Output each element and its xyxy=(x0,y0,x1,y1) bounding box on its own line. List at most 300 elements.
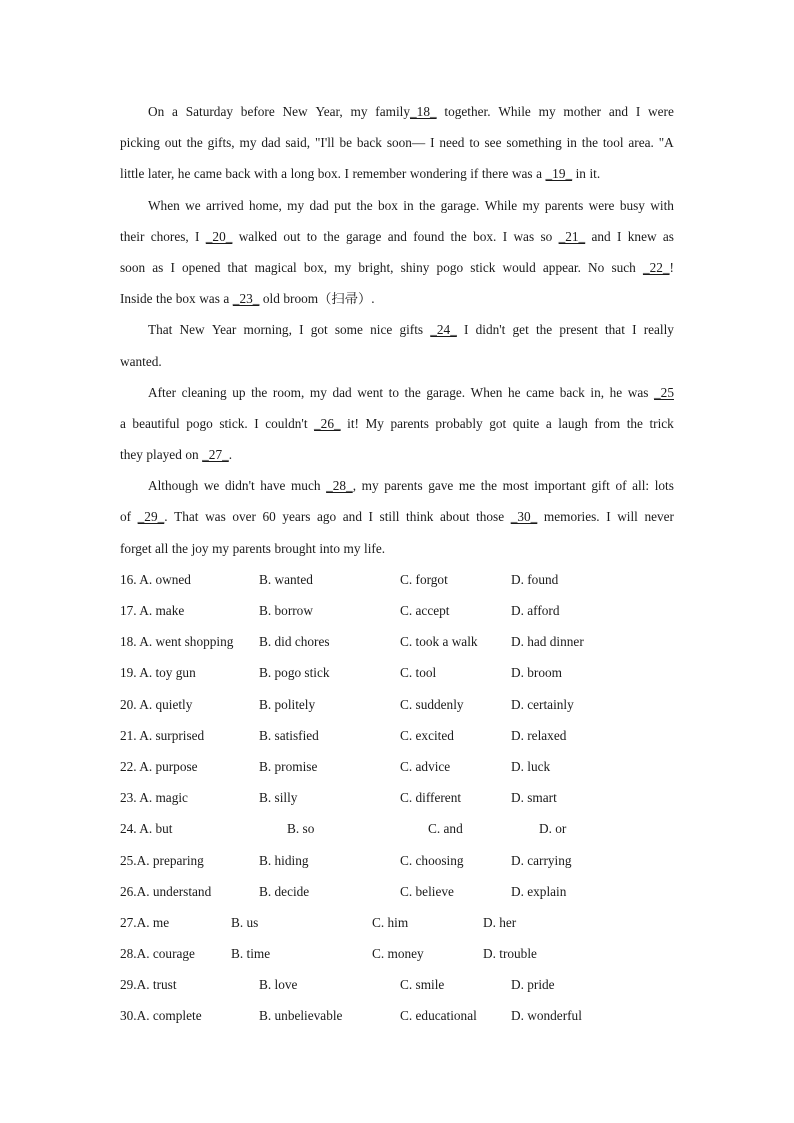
word: out xyxy=(283,228,301,244)
blank-28: _28_ xyxy=(326,478,353,494)
word: room, xyxy=(272,384,305,400)
word: I xyxy=(344,166,349,182)
word: were xyxy=(588,197,615,213)
word: came xyxy=(193,166,222,182)
word: my xyxy=(350,104,368,119)
word: While xyxy=(484,197,518,213)
cloze-passage xyxy=(120,96,674,564)
word: there xyxy=(481,166,509,182)
question-row xyxy=(120,751,674,782)
option-d: D. trouble xyxy=(483,946,537,962)
word: While xyxy=(498,104,531,119)
option-d: D. broom xyxy=(511,665,562,681)
passage-line xyxy=(120,439,674,470)
option-b: B. wanted xyxy=(259,571,313,587)
word: my xyxy=(309,384,327,400)
option-b: B. hiding xyxy=(259,852,309,868)
option-b: B. love xyxy=(259,977,298,993)
word: broom（扫帚）. xyxy=(283,291,375,307)
word: home, xyxy=(248,197,282,213)
question-row xyxy=(120,720,674,751)
option-c: C. excited xyxy=(400,727,454,743)
word: important xyxy=(534,478,586,494)
word: my xyxy=(239,135,257,151)
word: area. xyxy=(628,135,654,151)
word: 60 xyxy=(262,509,276,525)
blank-22: _22_ xyxy=(642,259,670,275)
word: to xyxy=(469,135,480,151)
option-a: 20. A. quietly xyxy=(120,696,193,712)
word: need xyxy=(439,135,465,151)
option-a: 16. A. owned xyxy=(120,571,191,587)
word: picking xyxy=(120,135,160,151)
word: from xyxy=(594,415,621,431)
word: appear. xyxy=(542,259,581,275)
word: morning, xyxy=(243,322,292,338)
word: a xyxy=(120,415,126,431)
option-d: D. luck xyxy=(511,758,551,774)
word: I xyxy=(170,259,175,275)
word: _22_! xyxy=(642,259,674,275)
word: quite xyxy=(512,415,540,431)
word: as xyxy=(662,228,674,244)
word: Inside xyxy=(120,291,153,307)
word: later, xyxy=(147,166,175,182)
option-a: 24. A. but xyxy=(120,821,173,837)
word: Year, xyxy=(315,104,343,119)
word: the xyxy=(156,291,173,307)
word: couldn't xyxy=(265,415,308,431)
word: busy xyxy=(619,197,645,213)
word: my xyxy=(538,104,556,119)
option-b: B. so xyxy=(287,821,315,837)
word: of xyxy=(120,509,132,525)
word: were xyxy=(648,104,674,119)
word: New xyxy=(179,322,205,338)
option-c: C. took a walk xyxy=(400,634,478,650)
word: it! xyxy=(347,415,359,431)
option-a: 17. A. make xyxy=(120,603,185,618)
option-d: D. or xyxy=(539,821,567,837)
word: "A xyxy=(658,135,674,151)
option-d: D. relaxed xyxy=(511,727,567,743)
word: I xyxy=(502,228,508,244)
word: Year xyxy=(211,322,237,338)
word: mother xyxy=(563,104,602,119)
word: When xyxy=(148,197,180,213)
word: I xyxy=(430,135,435,151)
word: _27_. xyxy=(202,447,233,463)
word: dad xyxy=(332,384,352,400)
option-b: B. satisfied xyxy=(259,727,319,743)
question-row xyxy=(120,689,674,720)
word: we xyxy=(185,197,201,213)
word: in, xyxy=(590,384,605,400)
word: life. xyxy=(364,540,386,556)
word: in xyxy=(403,197,414,213)
word: still xyxy=(379,509,400,525)
option-d: D. pride xyxy=(511,977,555,993)
word: My xyxy=(365,415,384,431)
word: parents xyxy=(390,415,429,431)
question-row xyxy=(120,626,674,657)
blank-24: _24_ xyxy=(430,322,457,338)
option-c: C. him xyxy=(372,914,409,930)
word: On xyxy=(148,104,165,119)
word: long xyxy=(290,166,315,182)
option-b: B. decide xyxy=(259,883,310,899)
word: box xyxy=(378,197,398,213)
word: in xyxy=(566,135,577,151)
word: I xyxy=(635,104,641,119)
option-a: 21. A. surprised xyxy=(120,727,205,743)
word: was xyxy=(513,228,535,244)
word: chores, xyxy=(150,228,189,244)
question-row xyxy=(120,907,674,938)
word: wondering xyxy=(409,166,467,182)
option-b: B. pogo stick xyxy=(259,665,330,681)
word: the xyxy=(450,228,467,244)
word: _28_, xyxy=(326,478,357,494)
option-c: C. educational xyxy=(400,1008,477,1024)
word: some xyxy=(334,322,363,338)
word: up xyxy=(232,384,246,400)
word: and xyxy=(342,509,362,525)
option-a: 28.A. courage xyxy=(120,946,195,962)
word: the xyxy=(626,415,643,431)
word: I xyxy=(632,322,637,338)
word: I xyxy=(254,415,259,431)
option-c: C. forgot xyxy=(400,571,448,587)
word: have xyxy=(260,478,286,494)
word: parents xyxy=(384,478,423,494)
word: think xyxy=(406,509,434,525)
word: he xyxy=(177,166,191,182)
word: box, xyxy=(303,259,328,275)
word: on xyxy=(185,447,199,463)
word: my xyxy=(212,540,230,556)
word: my xyxy=(287,197,305,213)
blank-20: _20_ xyxy=(205,228,233,244)
word: old xyxy=(262,291,280,307)
word: back xyxy=(559,384,585,400)
word: into xyxy=(319,540,341,556)
word: my xyxy=(334,259,352,275)
word: it. xyxy=(589,166,601,182)
option-c: C. money xyxy=(372,946,424,962)
word: cleaning xyxy=(181,384,227,400)
word: about xyxy=(439,509,470,525)
word: the xyxy=(323,228,340,244)
word: garage. xyxy=(426,384,466,400)
word: my xyxy=(343,540,361,556)
option-b: B. time xyxy=(231,946,271,962)
passage-line xyxy=(120,96,674,127)
word: a xyxy=(172,104,178,119)
word: knew xyxy=(627,228,657,244)
word: so xyxy=(540,228,553,244)
passage-line xyxy=(120,158,674,189)
word: _29_. xyxy=(137,509,168,525)
question-row xyxy=(120,813,674,844)
word: When xyxy=(470,384,503,400)
passage-line xyxy=(120,377,674,408)
word xyxy=(314,408,341,439)
word xyxy=(559,221,586,252)
passage-line xyxy=(120,221,674,252)
word: back xyxy=(356,135,382,151)
option-c: C. suddenly xyxy=(400,696,464,712)
question-row xyxy=(120,845,674,876)
word: gift xyxy=(591,478,610,494)
word: stick. xyxy=(219,415,248,431)
word: After xyxy=(148,384,177,400)
option-a: 18. A. went shopping xyxy=(120,634,234,650)
word: pogo xyxy=(186,415,213,431)
question-row xyxy=(120,595,674,626)
word: together. xyxy=(444,104,491,119)
word: box xyxy=(175,291,196,307)
option-c: C. choosing xyxy=(400,852,464,868)
question-row xyxy=(120,969,674,1000)
word: something xyxy=(506,135,562,151)
word: parents xyxy=(232,540,271,556)
word: beautiful xyxy=(132,415,180,431)
word: That xyxy=(148,322,173,338)
word: my xyxy=(522,197,540,213)
word: the xyxy=(186,135,203,151)
word: and xyxy=(608,104,629,119)
option-a: 22. A. purpose xyxy=(120,758,198,774)
word: much xyxy=(290,478,321,494)
word xyxy=(233,283,260,314)
blank-29: _29_ xyxy=(137,509,165,525)
word: if xyxy=(470,166,479,182)
word: the xyxy=(480,478,498,494)
word: he xyxy=(507,384,521,400)
question-row xyxy=(120,876,674,907)
word: garage xyxy=(345,228,382,244)
word: forget xyxy=(120,540,152,556)
word: I xyxy=(195,228,200,244)
word: garage. xyxy=(440,197,480,213)
word: opened xyxy=(182,259,221,275)
word: probably xyxy=(435,415,483,431)
word: magical xyxy=(254,259,297,275)
word: got xyxy=(310,322,328,338)
word: dad xyxy=(309,197,329,213)
blank-23: _23_ xyxy=(232,291,260,307)
word: I xyxy=(606,509,611,525)
word: Saturday xyxy=(185,104,234,119)
question-row xyxy=(120,564,674,595)
word: me xyxy=(458,478,476,494)
word: bright, xyxy=(358,259,394,275)
word: memories. xyxy=(543,509,600,525)
word: most xyxy=(502,478,529,494)
word: the xyxy=(251,384,268,400)
option-d: D. afford xyxy=(511,603,560,618)
word: arrived xyxy=(205,197,244,213)
option-c: C. accept xyxy=(400,603,450,618)
passage-line xyxy=(120,408,674,439)
word: all: xyxy=(632,478,650,494)
option-c: C. different xyxy=(400,790,462,806)
word: a xyxy=(536,166,543,182)
word: as xyxy=(152,259,164,275)
option-d: D. certainly xyxy=(511,696,574,712)
word: the xyxy=(171,540,189,556)
word: came xyxy=(526,384,555,400)
word: really xyxy=(643,322,674,338)
word: never xyxy=(644,509,674,525)
word: box. xyxy=(317,166,341,182)
option-b: B. promise xyxy=(259,758,318,774)
passage-line xyxy=(120,127,674,158)
word: went xyxy=(357,384,384,400)
word: out xyxy=(164,135,182,151)
word: didn't xyxy=(224,478,255,494)
word: laugh xyxy=(558,415,588,431)
word xyxy=(206,221,233,252)
option-a: 19. A. toy gun xyxy=(120,665,196,681)
word: ago xyxy=(317,509,337,525)
option-d: D. found xyxy=(511,571,559,587)
word: little xyxy=(120,166,145,182)
word: of xyxy=(615,478,627,494)
blank-26: _26_ xyxy=(314,415,341,431)
word xyxy=(430,314,457,345)
option-a: 30.A. complete xyxy=(120,1008,202,1024)
word: to xyxy=(306,228,318,244)
word: the xyxy=(356,197,373,213)
word: was xyxy=(205,509,226,525)
word: Although xyxy=(148,478,199,494)
option-a: 27.A. me xyxy=(120,914,170,930)
word: that xyxy=(604,322,625,338)
word: the xyxy=(418,197,436,213)
word: present xyxy=(559,322,598,338)
option-b: B. borrow xyxy=(259,603,313,618)
word: all xyxy=(155,540,169,556)
question-row xyxy=(120,657,674,688)
word: was xyxy=(627,384,649,400)
word: "I'll xyxy=(314,135,335,151)
word: and xyxy=(591,228,611,244)
passage-line xyxy=(120,314,674,345)
word: got xyxy=(489,415,507,431)
word: was xyxy=(199,291,220,307)
worksheet-page xyxy=(120,96,674,1032)
option-a: 25.A. preparing xyxy=(120,852,204,868)
question-row xyxy=(120,938,674,969)
word: tool xyxy=(602,135,624,151)
option-d: D. had dinner xyxy=(511,634,584,650)
word: I xyxy=(368,509,373,525)
word: parents xyxy=(544,197,584,213)
word: gifts, xyxy=(207,135,235,151)
option-b: B. silly xyxy=(259,790,298,806)
word: brought xyxy=(274,540,316,556)
blank-25: _25 xyxy=(654,384,674,400)
word: shiny xyxy=(400,259,430,275)
word: be xyxy=(339,135,353,151)
word: stick xyxy=(470,259,496,275)
word: played xyxy=(146,447,182,463)
word: trick xyxy=(649,415,674,431)
word: such xyxy=(611,259,636,275)
blank-30: _30_ xyxy=(510,509,538,525)
word: said, xyxy=(285,135,311,151)
answer-options xyxy=(120,564,674,1032)
word: the xyxy=(581,135,599,151)
word: back xyxy=(225,166,251,182)
blank-21: _21_ xyxy=(558,228,586,244)
question-row xyxy=(120,1000,674,1031)
word: soon— xyxy=(386,135,426,151)
word: That xyxy=(174,509,199,525)
option-a: 29.A. trust xyxy=(120,977,177,993)
option-a: 23. A. magic xyxy=(120,790,188,806)
word: wanted. xyxy=(120,353,162,369)
option-d: D. smart xyxy=(511,790,557,806)
option-c: C. believe xyxy=(400,883,454,899)
option-b: B. did chores xyxy=(259,634,330,650)
option-d: D. her xyxy=(483,914,517,930)
word: with xyxy=(650,197,674,213)
word: he xyxy=(609,384,623,400)
passage-line xyxy=(120,470,674,501)
option-d: D. carrying xyxy=(511,852,572,868)
word: put xyxy=(334,197,352,213)
word: over xyxy=(232,509,256,525)
option-c: C. advice xyxy=(400,758,451,774)
word: with xyxy=(254,166,278,182)
word: in xyxy=(575,166,586,182)
blank-18: _18_ xyxy=(410,104,437,119)
option-c: C. and xyxy=(428,821,463,837)
word: New xyxy=(282,104,308,119)
word: will xyxy=(617,509,638,525)
word: box. xyxy=(473,228,497,244)
option-b: B. politely xyxy=(259,696,316,712)
passage-line xyxy=(120,190,674,221)
word: years xyxy=(282,509,311,525)
word: that xyxy=(227,259,248,275)
question-row xyxy=(120,782,674,813)
word: was xyxy=(511,166,533,182)
word: I xyxy=(299,322,304,338)
word: and xyxy=(387,228,407,244)
blank-27: _27_ xyxy=(202,447,229,463)
word: gifts xyxy=(399,322,424,338)
word: a xyxy=(281,166,288,182)
word: before xyxy=(240,104,275,119)
word xyxy=(654,377,674,408)
word: I xyxy=(464,322,469,338)
word: joy xyxy=(191,540,209,556)
word: the xyxy=(404,384,421,400)
option-c: C. tool xyxy=(400,665,437,681)
word: didn't xyxy=(475,322,506,338)
option-a: 26.A. understand xyxy=(120,883,212,899)
word: found xyxy=(413,228,445,244)
word: lots xyxy=(654,478,674,494)
word: No xyxy=(588,259,605,275)
word: we xyxy=(203,478,220,494)
passage-line xyxy=(120,533,674,564)
option-b: B. unbelievable xyxy=(259,1008,343,1024)
